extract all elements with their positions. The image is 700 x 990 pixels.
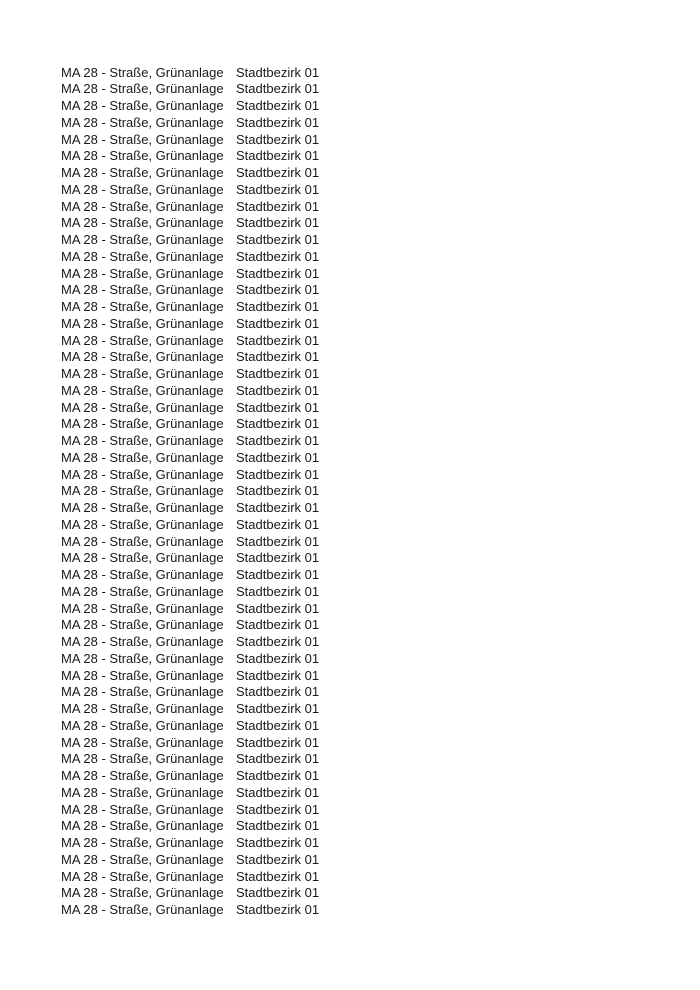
row-district: Stadtbezirk 01 [236,768,320,783]
list-item [61,869,319,886]
list-item [61,584,319,601]
row-name: MA 28 - Straße, Grünanlage [61,617,224,633]
list-item [61,249,319,266]
list-item [61,115,319,132]
row-name: MA 28 - Straße, Grünanlage [61,868,224,884]
row-name: MA 28 - Straße, Grünanlage [61,232,224,247]
list-item [61,768,319,785]
row-district: Stadtbezirk 01 [236,114,320,130]
row-name: MA 28 - Straße, Grünanlage [61,550,224,566]
row-name: MA 28 - Straße, Grünanlage [61,600,224,616]
list-item [61,98,319,115]
list-item [61,199,319,216]
row-name: MA 28 - Straße, Grünanlage [61,181,224,197]
list-item [61,684,319,701]
row-district: Stadtbezirk 01 [236,701,320,716]
row-name: MA 28 - Straße, Grünanlage [61,98,224,113]
list-item [61,65,319,82]
row-name: MA 28 - Straße, Grünanlage [61,466,224,482]
result-list [61,65,319,919]
list-item [61,450,319,467]
row-name: MA 28 - Straße, Grünanlage [61,818,224,834]
row-district: Stadtbezirk 01 [236,433,320,448]
list-item [61,567,319,584]
row-name: MA 28 - Straße, Grünanlage [61,131,224,147]
row-district: Stadtbezirk 01 [236,248,320,264]
row-name: MA 28 - Straße, Grünanlage [61,902,224,917]
list-item [61,232,319,249]
list-item [61,852,319,869]
row-district: Stadtbezirk 01 [236,516,320,532]
list-item [61,349,319,366]
row-district: Stadtbezirk 01 [236,634,320,649]
list-item [61,617,319,634]
row-name: MA 28 - Straße, Grünanlage [61,500,224,515]
list-item [61,416,319,433]
row-district: Stadtbezirk 01 [236,650,320,666]
row-name: MA 28 - Straße, Grünanlage [61,433,224,448]
list-item [61,132,319,149]
row-district: Stadtbezirk 01 [236,131,320,147]
row-district: Stadtbezirk 01 [236,366,320,381]
list-item [61,668,319,685]
row-district: Stadtbezirk 01 [236,282,320,298]
row-district: Stadtbezirk 01 [236,583,320,599]
list-item [61,266,319,283]
row-name: MA 28 - Straße, Grünanlage [61,416,224,432]
row-district: Stadtbezirk 01 [236,500,320,515]
row-name: MA 28 - Straße, Grünanlage [61,349,224,365]
row-district: Stadtbezirk 01 [236,382,320,398]
row-name: MA 28 - Straße, Grünanlage [61,768,224,783]
list-item [61,802,319,819]
row-name: MA 28 - Straße, Grünanlage [61,366,224,381]
row-district: Stadtbezirk 01 [236,751,320,767]
row-district: Stadtbezirk 01 [236,617,320,633]
row-name: MA 28 - Straße, Grünanlage [61,885,224,901]
row-name: MA 28 - Straße, Grünanlage [61,265,224,281]
row-district: Stadtbezirk 01 [236,215,320,231]
row-district: Stadtbezirk 01 [236,533,320,549]
list-item [61,299,319,316]
list-item [61,81,319,98]
row-district: Stadtbezirk 01 [236,717,320,733]
list-item [61,316,319,333]
list-item [61,467,319,484]
row-name: MA 28 - Straße, Grünanlage [61,667,224,683]
row-district: Stadtbezirk 01 [236,349,320,365]
list-item [61,718,319,735]
row-name: MA 28 - Straße, Grünanlage [61,751,224,767]
row-district: Stadtbezirk 01 [236,784,320,800]
list-item [61,651,319,668]
row-district: Stadtbezirk 01 [236,81,320,97]
row-name: MA 28 - Straße, Grünanlage [61,516,224,532]
row-name: MA 28 - Straße, Grünanlage [61,650,224,666]
list-item [61,517,319,534]
row-name: MA 28 - Straße, Grünanlage [61,315,224,331]
row-district: Stadtbezirk 01 [236,667,320,683]
row-name: MA 28 - Straße, Grünanlage [61,248,224,264]
row-district: Stadtbezirk 01 [236,801,320,817]
row-name: MA 28 - Straße, Grünanlage [61,382,224,398]
row-name: MA 28 - Straße, Grünanlage [61,449,224,465]
row-district: Stadtbezirk 01 [236,64,320,80]
row-name: MA 28 - Straße, Grünanlage [61,114,224,130]
row-district: Stadtbezirk 01 [236,232,320,247]
row-district: Stadtbezirk 01 [236,734,320,750]
row-district: Stadtbezirk 01 [236,265,320,281]
list-item [61,483,319,500]
row-name: MA 28 - Straße, Grünanlage [61,215,224,231]
row-name: MA 28 - Straße, Grünanlage [61,784,224,800]
row-name: MA 28 - Straße, Grünanlage [61,717,224,733]
row-district: Stadtbezirk 01 [236,818,320,834]
list-item [61,751,319,768]
row-district: Stadtbezirk 01 [236,567,320,582]
row-district: Stadtbezirk 01 [236,868,320,884]
row-name: MA 28 - Straße, Grünanlage [61,198,224,214]
row-district: Stadtbezirk 01 [236,399,320,415]
row-name: MA 28 - Straße, Grünanlage [61,801,224,817]
list-item [61,383,319,400]
row-name: MA 28 - Straße, Grünanlage [61,835,224,850]
row-name: MA 28 - Straße, Grünanlage [61,684,224,700]
row-name: MA 28 - Straße, Grünanlage [61,64,224,80]
list-item [61,735,319,752]
row-district: Stadtbezirk 01 [236,851,320,867]
list-item [61,400,319,417]
row-district: Stadtbezirk 01 [236,181,320,197]
row-district: Stadtbezirk 01 [236,902,320,917]
row-name: MA 28 - Straße, Grünanlage [61,148,224,164]
list-item [61,148,319,165]
row-district: Stadtbezirk 01 [236,315,320,331]
row-name: MA 28 - Straße, Grünanlage [61,734,224,750]
row-district: Stadtbezirk 01 [236,148,320,164]
list-item [61,785,319,802]
list-item [61,433,319,450]
row-district: Stadtbezirk 01 [236,550,320,566]
list-item [61,902,319,919]
row-district: Stadtbezirk 01 [236,600,320,616]
list-item [61,333,319,350]
row-name: MA 28 - Straße, Grünanlage [61,81,224,97]
list-item [61,182,319,199]
row-name: MA 28 - Straße, Grünanlage [61,299,224,314]
row-district: Stadtbezirk 01 [236,198,320,214]
row-name: MA 28 - Straße, Grünanlage [61,701,224,716]
row-name: MA 28 - Straße, Grünanlage [61,851,224,867]
list-item [61,550,319,567]
list-item [61,701,319,718]
row-name: MA 28 - Straße, Grünanlage [61,399,224,415]
row-district: Stadtbezirk 01 [236,684,320,700]
list-item [61,601,319,618]
row-name: MA 28 - Straße, Grünanlage [61,583,224,599]
row-name: MA 28 - Straße, Grünanlage [61,567,224,582]
row-district: Stadtbezirk 01 [236,466,320,482]
row-name: MA 28 - Straße, Grünanlage [61,165,224,180]
row-name: MA 28 - Straße, Grünanlage [61,282,224,298]
row-district: Stadtbezirk 01 [236,885,320,901]
row-district: Stadtbezirk 01 [236,416,320,432]
row-name: MA 28 - Straße, Grünanlage [61,483,224,499]
row-district: Stadtbezirk 01 [236,483,320,499]
list-item [61,634,319,651]
row-name: MA 28 - Straße, Grünanlage [61,533,224,549]
list-item [61,215,319,232]
list-item [61,282,319,299]
row-district: Stadtbezirk 01 [236,449,320,465]
list-item [61,818,319,835]
row-district: Stadtbezirk 01 [236,98,320,113]
list-item [61,534,319,551]
list-item [61,500,319,517]
list-item [61,885,319,902]
row-district: Stadtbezirk 01 [236,165,320,180]
row-district: Stadtbezirk 01 [236,299,320,314]
row-district: Stadtbezirk 01 [236,835,320,850]
list-item [61,835,319,852]
row-name: MA 28 - Straße, Grünanlage [61,332,224,348]
row-district: Stadtbezirk 01 [236,332,320,348]
list-item [61,165,319,182]
list-item [61,366,319,383]
row-name: MA 28 - Straße, Grünanlage [61,634,224,649]
